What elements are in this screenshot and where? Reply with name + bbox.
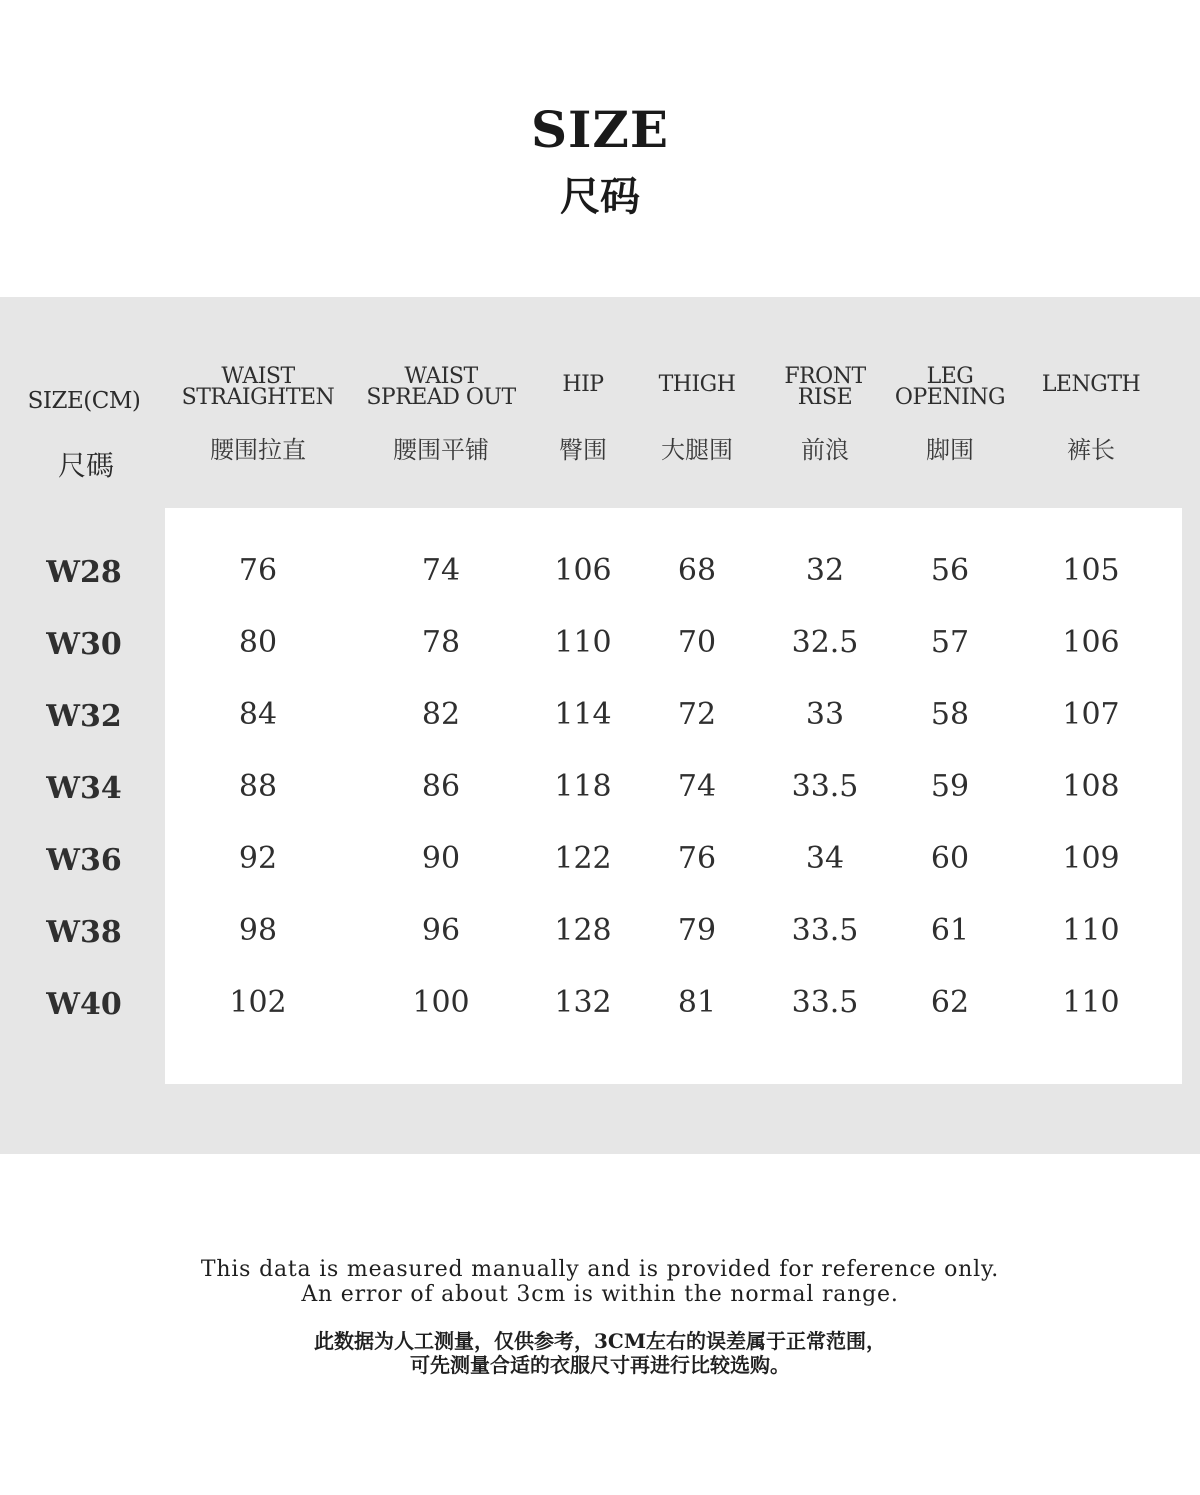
table-cell: 33.5 [791, 985, 859, 1020]
table-cell: 59 [930, 769, 970, 804]
column-header [366, 366, 515, 408]
table-cell: 105 [1062, 553, 1120, 588]
column-header-zh: 大腿围 [661, 436, 733, 464]
table-cell: 102 [229, 985, 287, 1020]
row-size-label: W32 [46, 699, 122, 734]
row-size-label: W28 [46, 555, 122, 590]
column-header-en: WAIST [404, 364, 478, 389]
table-cell: 108 [1062, 769, 1120, 804]
column-header [895, 366, 1005, 408]
table-cell: 88 [238, 769, 278, 804]
table-cell: 72 [677, 697, 717, 732]
column-header-zh: 裤长 [1067, 436, 1115, 464]
table-cell: 118 [554, 769, 612, 804]
table-cell: 98 [238, 913, 278, 948]
table-cell: 109 [1062, 841, 1120, 876]
table-cell: 62 [930, 985, 970, 1020]
column-header-en-line-2: OPENING [894, 385, 1006, 410]
column-header-en: HIP [562, 372, 604, 397]
column-header-en-line-2: STRAIGHTEN [181, 385, 335, 410]
table-cell: 80 [238, 625, 278, 660]
column-header-en: LEG [926, 364, 974, 389]
table-cell: 100 [412, 985, 470, 1020]
table-cell: 74 [677, 769, 717, 804]
column-header-en: WAIST [221, 364, 295, 389]
column-header-zh: 脚围 [926, 436, 974, 464]
size-table-body [165, 508, 1182, 1084]
table-cell: 96 [421, 913, 461, 948]
size-column-header: SIZE(CM) [27, 388, 141, 414]
table-cell: 33 [805, 697, 845, 732]
note-zh-line-1: 此数据为人工测量，仅供参考，3CM左右的误差属于正常范围， [314, 1329, 886, 1353]
table-cell: 76 [677, 841, 717, 876]
table-cell: 60 [930, 841, 970, 876]
table-cell: 57 [930, 625, 970, 660]
column-header-zh: 腰围平铺 [393, 436, 489, 464]
table-cell: 122 [554, 841, 612, 876]
column-header-en: THIGH [658, 372, 736, 397]
table-cell: 106 [1062, 625, 1120, 660]
table-cell: 107 [1062, 697, 1120, 732]
column-header-zh: 腰围拉直 [210, 436, 306, 464]
page-title-zh: 尺码 [560, 173, 640, 220]
table-cell: 114 [554, 697, 612, 732]
column-header [1042, 374, 1140, 395]
table-cell: 92 [238, 841, 278, 876]
column-header-en-line-2: RISE [797, 385, 853, 410]
row-size-label: W34 [46, 771, 122, 806]
table-cell: 82 [421, 697, 461, 732]
note-zh-line-2: 可先测量合适的衣服尺寸再进行比较选购。 [410, 1353, 790, 1377]
column-header [182, 366, 335, 408]
table-cell: 56 [930, 553, 970, 588]
table-cell: 33.5 [791, 913, 859, 948]
table-cell: 90 [421, 841, 461, 876]
table-cell: 68 [677, 553, 717, 588]
table-cell: 58 [930, 697, 970, 732]
table-cell: 70 [677, 625, 717, 660]
table-cell: 78 [421, 625, 461, 660]
table-cell: 79 [677, 913, 717, 948]
note-en-line-2: An error of about 3cm is within the normal range. [301, 1282, 899, 1307]
column-header [784, 366, 865, 408]
table-cell: 32 [805, 553, 845, 588]
column-header [659, 374, 736, 395]
table-cell: 84 [238, 697, 278, 732]
column-header [562, 374, 603, 395]
table-cell: 81 [677, 985, 717, 1020]
table-cell: 110 [1062, 985, 1120, 1020]
row-size-label: W40 [46, 987, 122, 1022]
table-cell: 61 [930, 913, 970, 948]
column-header-zh: 臀围 [559, 436, 607, 464]
row-size-label: W38 [46, 915, 122, 950]
table-cell: 76 [238, 553, 278, 588]
table-cell: 86 [421, 769, 461, 804]
column-header-en: FRONT [784, 364, 866, 389]
note-en-line-1: This data is measured manually and is provided for reference only. [200, 1257, 1000, 1282]
column-header-zh: 前浪 [801, 436, 849, 464]
table-cell: 128 [554, 913, 612, 948]
column-header-en-line-2: SPREAD OUT [366, 385, 516, 410]
table-cell: 110 [554, 625, 612, 660]
table-cell: 34 [805, 841, 845, 876]
row-size-label: W30 [46, 627, 122, 662]
table-cell: 132 [554, 985, 612, 1020]
table-cell: 106 [554, 553, 612, 588]
table-cell: 74 [421, 553, 461, 588]
size-column-header-zh: 尺碼 [57, 449, 115, 482]
column-header-en: LENGTH [1041, 372, 1141, 397]
table-cell: 32.5 [791, 625, 859, 660]
row-size-label: W36 [46, 843, 122, 878]
table-cell: 33.5 [791, 769, 859, 804]
table-cell: 110 [1062, 913, 1120, 948]
page-title: SIZE [530, 100, 670, 159]
